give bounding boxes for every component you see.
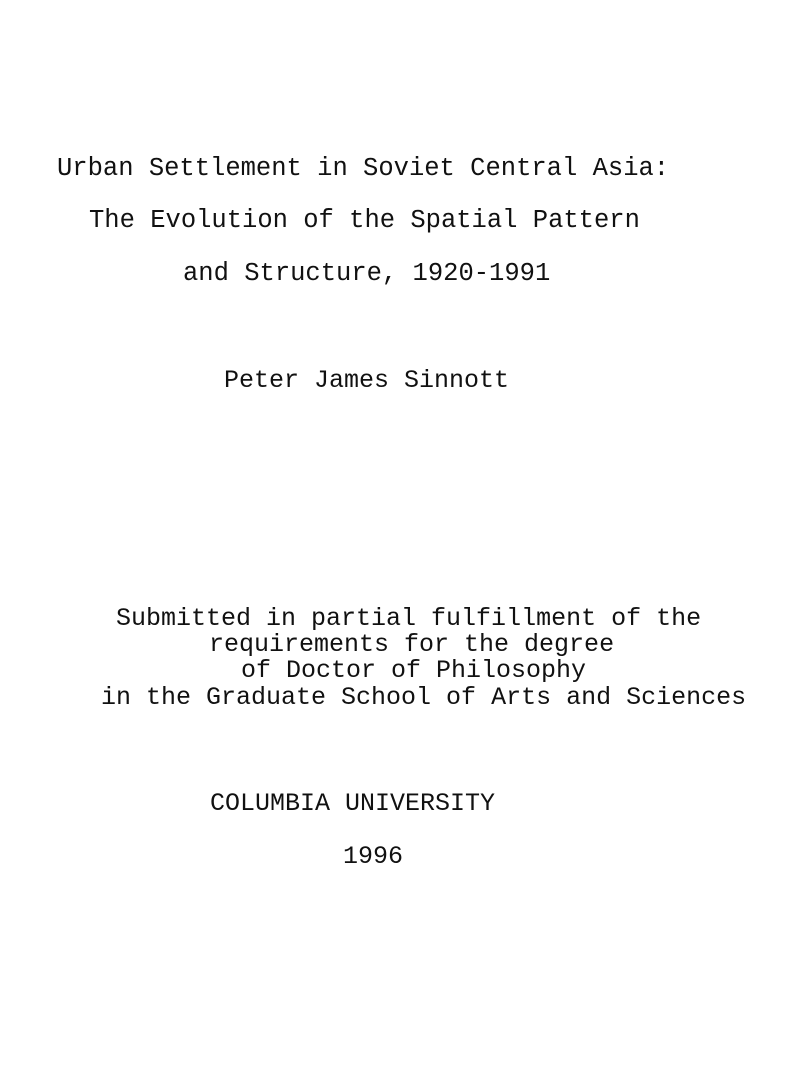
- submission-line-3: of Doctor of Philosophy: [241, 656, 587, 685]
- submission-line-2: requirements for the degree: [209, 630, 615, 659]
- submission-line-1: Submitted in partial fulfillment of the: [116, 604, 702, 633]
- submission-line-4: in the Graduate School of Arts and Sciences: [101, 683, 747, 712]
- title-line-3: and Structure, 1920-1991: [183, 259, 551, 288]
- author-name: Peter James Sinnott: [224, 366, 510, 395]
- title-line-2: The Evolution of the Spatial Pattern: [89, 206, 640, 235]
- institution-name: COLUMBIA UNIVERSITY: [210, 789, 496, 818]
- year: 1996: [343, 842, 404, 871]
- title-line-1: Urban Settlement in Soviet Central Asia:: [57, 154, 670, 183]
